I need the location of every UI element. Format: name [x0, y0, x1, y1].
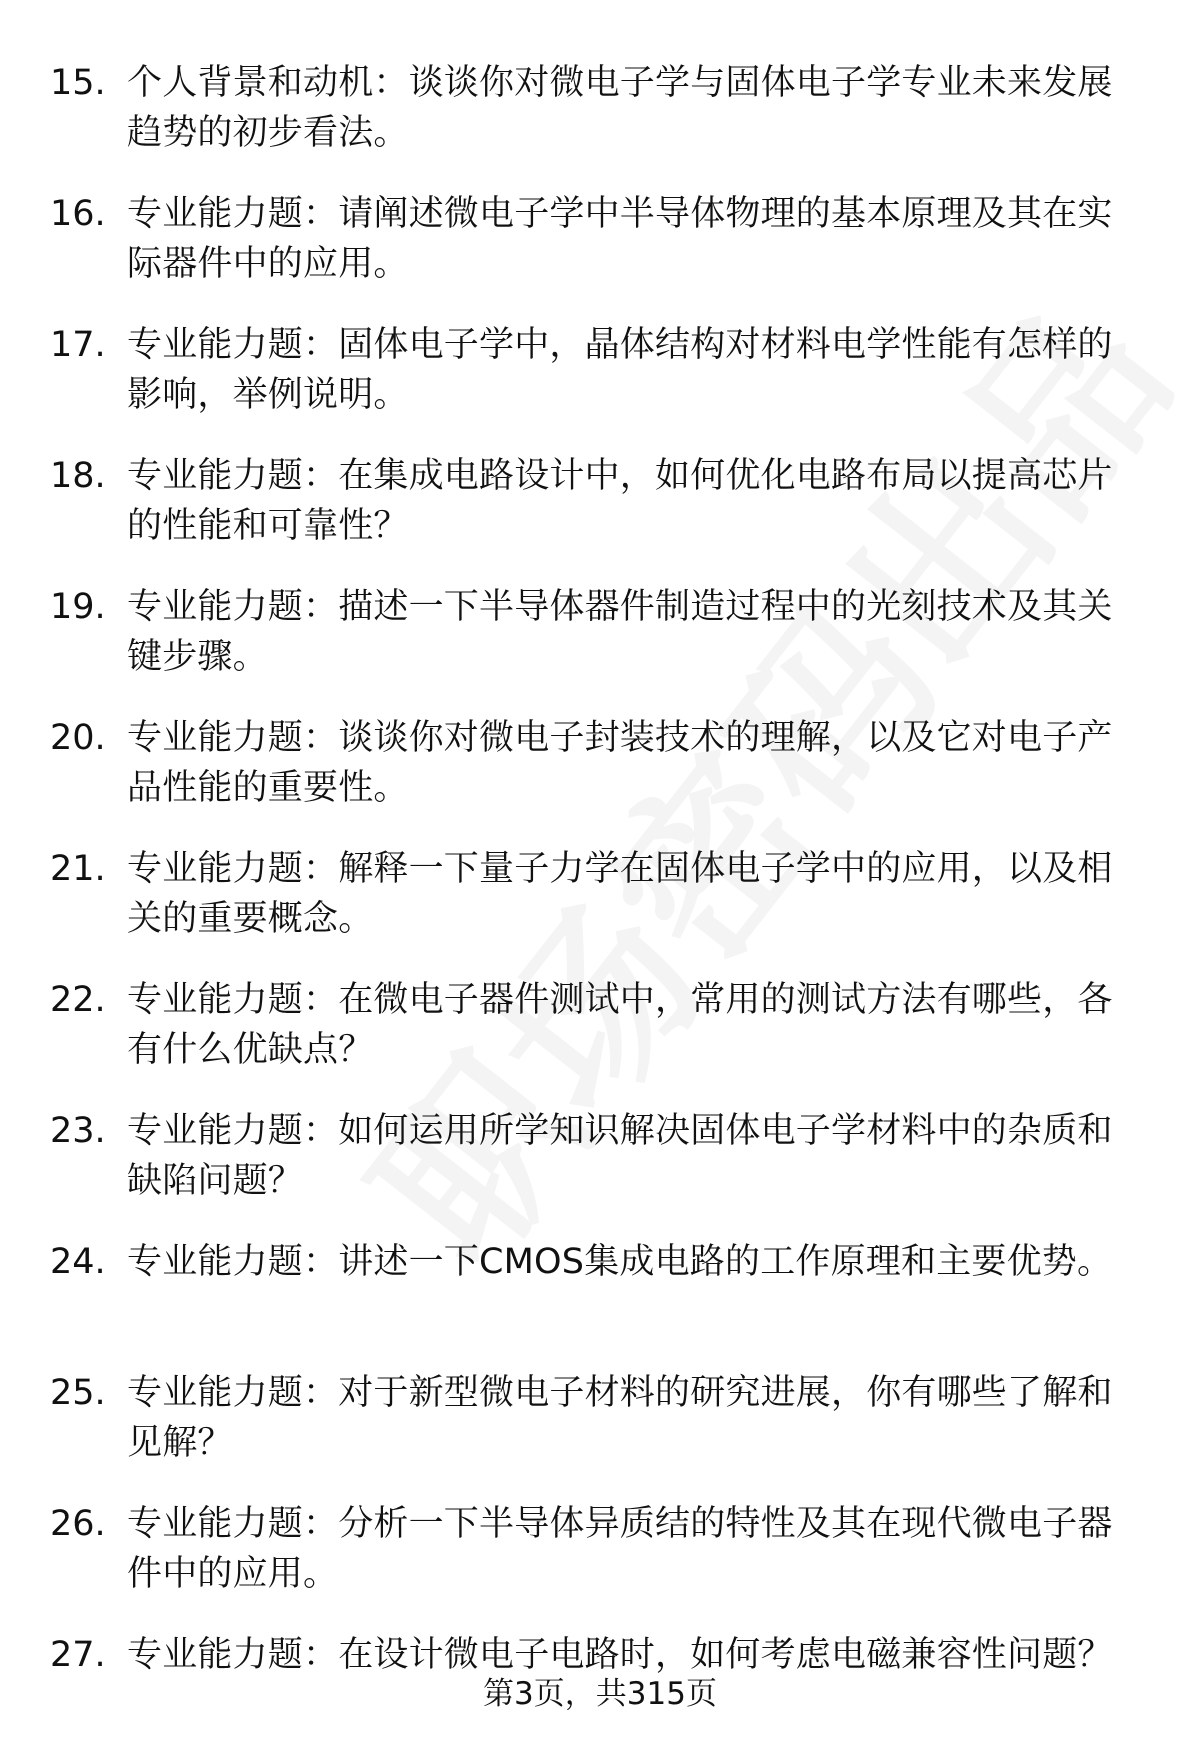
question-number: 18. — [50, 456, 106, 496]
question-number: 20. — [50, 718, 106, 758]
question-text: 专业能力题：讲述一下CMOS集成电路的工作原理和主要优势。 — [127, 1242, 1113, 1282]
question-number: 25. — [50, 1373, 106, 1413]
question-item — [0, 1106, 1200, 1237]
question-item — [0, 713, 1200, 844]
question-text: 专业能力题：如何运用所学知识解决固体电子学材料中的杂质和缺陷问题？ — [127, 1111, 1113, 1201]
question-item — [0, 844, 1200, 975]
question-number: 23. — [50, 1111, 106, 1151]
question-text: 专业能力题：解释一下量子力学在固体电子学中的应用，以及相关的重要概念。 — [127, 849, 1113, 939]
question-text: 个人背景和动机：谈谈你对微电子学与固体电子学专业未来发展趋势的初步看法。 — [127, 63, 1113, 153]
question-item — [0, 58, 1200, 189]
question-text: 专业能力题：在微电子器件测试中，常用的测试方法有哪些，各有什么优缺点？ — [127, 980, 1113, 1070]
question-text: 专业能力题：谈谈你对微电子封装技术的理解，以及它对电子产品性能的重要性。 — [127, 718, 1113, 808]
question-text: 专业能力题：固体电子学中，晶体结构对材料电学性能有怎样的影响，举例说明。 — [127, 325, 1113, 415]
question-item — [0, 975, 1200, 1106]
question-item — [0, 1237, 1200, 1368]
page-number-label: 第3页，共315页 — [483, 1676, 717, 1712]
question-number: 17. — [50, 325, 106, 365]
question-number: 19. — [50, 587, 106, 627]
question-text: 专业能力题：分析一下半导体异质结的特性及其在现代微电子器件中的应用。 — [127, 1504, 1113, 1594]
question-item — [0, 1368, 1200, 1499]
question-text: 专业能力题：在设计微电子电路时，如何考虑电磁兼容性问题？ — [127, 1635, 1113, 1675]
question-item — [0, 320, 1200, 451]
question-number: 24. — [50, 1242, 106, 1282]
question-list — [0, 58, 1200, 1761]
question-text: 专业能力题：描述一下半导体器件制造过程中的光刻技术及其关键步骤。 — [127, 587, 1113, 677]
question-text: 专业能力题：对于新型微电子材料的研究进展，你有哪些了解和见解？ — [127, 1373, 1113, 1463]
question-item — [0, 189, 1200, 320]
question-number: 27. — [50, 1635, 106, 1675]
question-text: 专业能力题：在集成电路设计中，如何优化电路布局以提高芯片的性能和可靠性？ — [127, 456, 1113, 546]
question-item — [0, 1499, 1200, 1630]
question-number: 21. — [50, 849, 106, 889]
question-item — [0, 582, 1200, 713]
question-number: 22. — [50, 980, 106, 1020]
question-item — [0, 451, 1200, 582]
question-number: 16. — [50, 194, 106, 234]
page-footer — [0, 1672, 1200, 1716]
question-text: 专业能力题：请阐述微电子学中半导体物理的基本原理及其在实际器件中的应用。 — [127, 194, 1113, 284]
question-number: 15. — [50, 63, 106, 103]
question-number: 26. — [50, 1504, 106, 1544]
